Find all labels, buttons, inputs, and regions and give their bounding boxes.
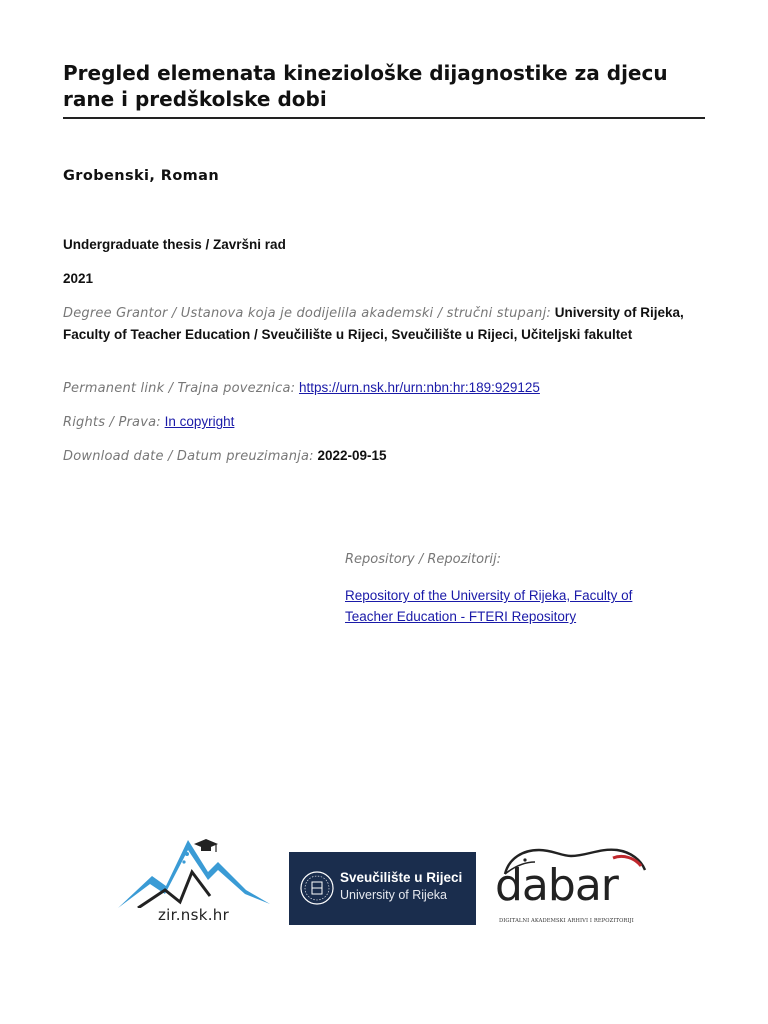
dabar-logo-subtitle: DIGITALNI AKADEMSKI ARHIVI I REPOZITORIJI xyxy=(499,918,634,924)
uniri-logo[interactable] xyxy=(289,852,476,925)
download-date xyxy=(63,445,703,467)
thesis-year-value: 2021 xyxy=(63,271,94,286)
degree-grantor-value: University of Rijeka, Faculty of Teacher Education / Sveučilište u Rijeci, Sveučilište u Rijeci, Učiteljski fakultet xyxy=(63,305,684,342)
degree-grantor xyxy=(63,302,703,345)
thesis-year xyxy=(63,268,703,289)
uniri-seal-icon xyxy=(297,868,337,908)
repository-label: Repository / Repozitorij: xyxy=(345,552,502,567)
title-divider xyxy=(63,117,705,119)
degree-grantor-label: Degree Grantor / Ustanova koja je dodijelila akademski / stručni stupanj: xyxy=(63,306,551,321)
download-date-label: Download date / Datum preuzimanja: xyxy=(63,449,314,464)
zir-logo-text: zir.nsk.hr xyxy=(158,906,230,924)
download-date-value: 2022-09-15 xyxy=(317,448,387,463)
permanent-link-url[interactable]: https://urn.nsk.hr/urn:nbn:hr:189:929125 xyxy=(298,380,540,395)
repository-link-line2[interactable]: Teacher Education - FTERI Repository xyxy=(345,609,577,624)
footer-logos xyxy=(110,836,670,936)
rights xyxy=(63,411,703,433)
permanent-link xyxy=(63,377,703,399)
zir-mountain-icon xyxy=(110,836,280,908)
repository-link-row xyxy=(345,585,665,627)
dabar-logo-text: dabar xyxy=(495,860,618,911)
author-name: Grobenski, Roman xyxy=(63,168,220,184)
repository-label-row xyxy=(345,548,665,570)
repository-link-line1[interactable]: Repository of the University of Rijeka, Faculty of xyxy=(345,588,633,603)
uniri-name-en: University of Rijeka xyxy=(340,888,447,902)
rights-label: Rights / Prava: xyxy=(63,415,161,430)
rights-link[interactable]: In copyright xyxy=(164,414,235,429)
permanent-link-label: Permanent link / Trajna poveznica: xyxy=(63,381,296,396)
document-title: Pregled elemenata kineziološke dijagnostike za djecu rane i predškolske dobi xyxy=(63,61,668,111)
uniri-name-hr: Sveučilište u Rijeci xyxy=(340,870,463,885)
zir-logo[interactable] xyxy=(110,836,280,932)
thesis-type-value: Undergraduate thesis / Završni rad xyxy=(63,237,286,252)
dabar-logo[interactable] xyxy=(495,840,655,932)
thesis-type xyxy=(63,234,703,255)
